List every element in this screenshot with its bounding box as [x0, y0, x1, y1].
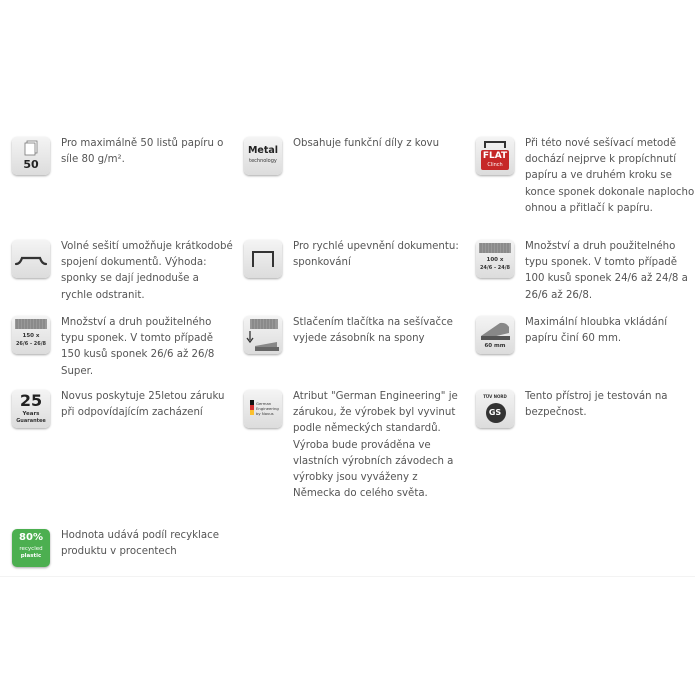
feature-text: Pro maximálně 50 listů papíru o síle 80 g/m². — [61, 138, 224, 166]
flat-clinch-icon: FLAT Clinch — [476, 137, 514, 175]
recycled-plastic-icon: 80% recycled plastic — [12, 529, 50, 567]
feature-text: Novus poskytuje 25letou záruku při odpovídajícím zacházení — [61, 391, 225, 419]
feature-text: Při této nové sešívací metodě dochází nejprve k propíchnutí papíru a ve druhém kroku se konce sponek dokonale naplocho ohnou a přitlačí k papíru. — [525, 138, 695, 214]
divider — [0, 576, 695, 577]
tuv-gs-icon: TÜV NORD GS — [476, 390, 514, 428]
german-engineering-icon: German Engineering by Novus — [244, 390, 282, 428]
insertion-depth-icon: 60 mm — [476, 316, 514, 354]
feature-text: Maximální hloubka vkládání papíru činí 60 mm. — [525, 317, 668, 345]
feature-text: Atribut "German Engineering" je zárukou, že výrobek byl vyvinut podle německých standardů. Výroba bude prováděna ve vlastních výrobních závodech a výrobky jsou vyváženy z Německa do celého světa. — [293, 391, 458, 500]
staples-100-icon: 100 x 24/6 - 24/8 — [476, 240, 514, 278]
paper-50-sheets-icon: 50 — [12, 137, 50, 175]
metal-technology-icon: Metal technology — [244, 137, 282, 175]
staples-150-icon: 150 x 26/6 - 26/8 — [12, 316, 50, 354]
permanent-stapling-icon — [244, 240, 282, 278]
feature-text: Hodnota udává podíl recyklace produktu v procentech — [61, 530, 219, 558]
feature-text: Pro rychlé upevnění dokumentu: sponkování — [293, 241, 459, 269]
feature-text: Množství a druh použitelného typu sponek. V tomto případě 150 kusů sponek 26/6 až 26/8 Super. — [61, 317, 215, 377]
feature-text: Volné sešití umožňuje krátkodobé spojení dokumentů. Výhoda: sponky se dají jednoduše a rychle odstranit. — [61, 241, 233, 301]
warranty-25-years-icon: 25 Years Guarantee — [12, 390, 50, 428]
staple-magazine-icon — [244, 316, 282, 354]
temporary-stapling-icon — [12, 240, 50, 278]
feature-text: Stlačením tlačítka na sešívačce vyjede zásobník na spony — [293, 317, 453, 345]
feature-text: Obsahuje funkční díly z kovu — [293, 138, 440, 149]
feature-text: Tento přístroj je testován na bezpečnost. — [525, 391, 668, 419]
feature-text: Množství a druh použitelného typu sponek. V tomto případě 100 kusů sponek 24/6 až 24/8 a 26/6 až 26/8. — [525, 241, 688, 301]
